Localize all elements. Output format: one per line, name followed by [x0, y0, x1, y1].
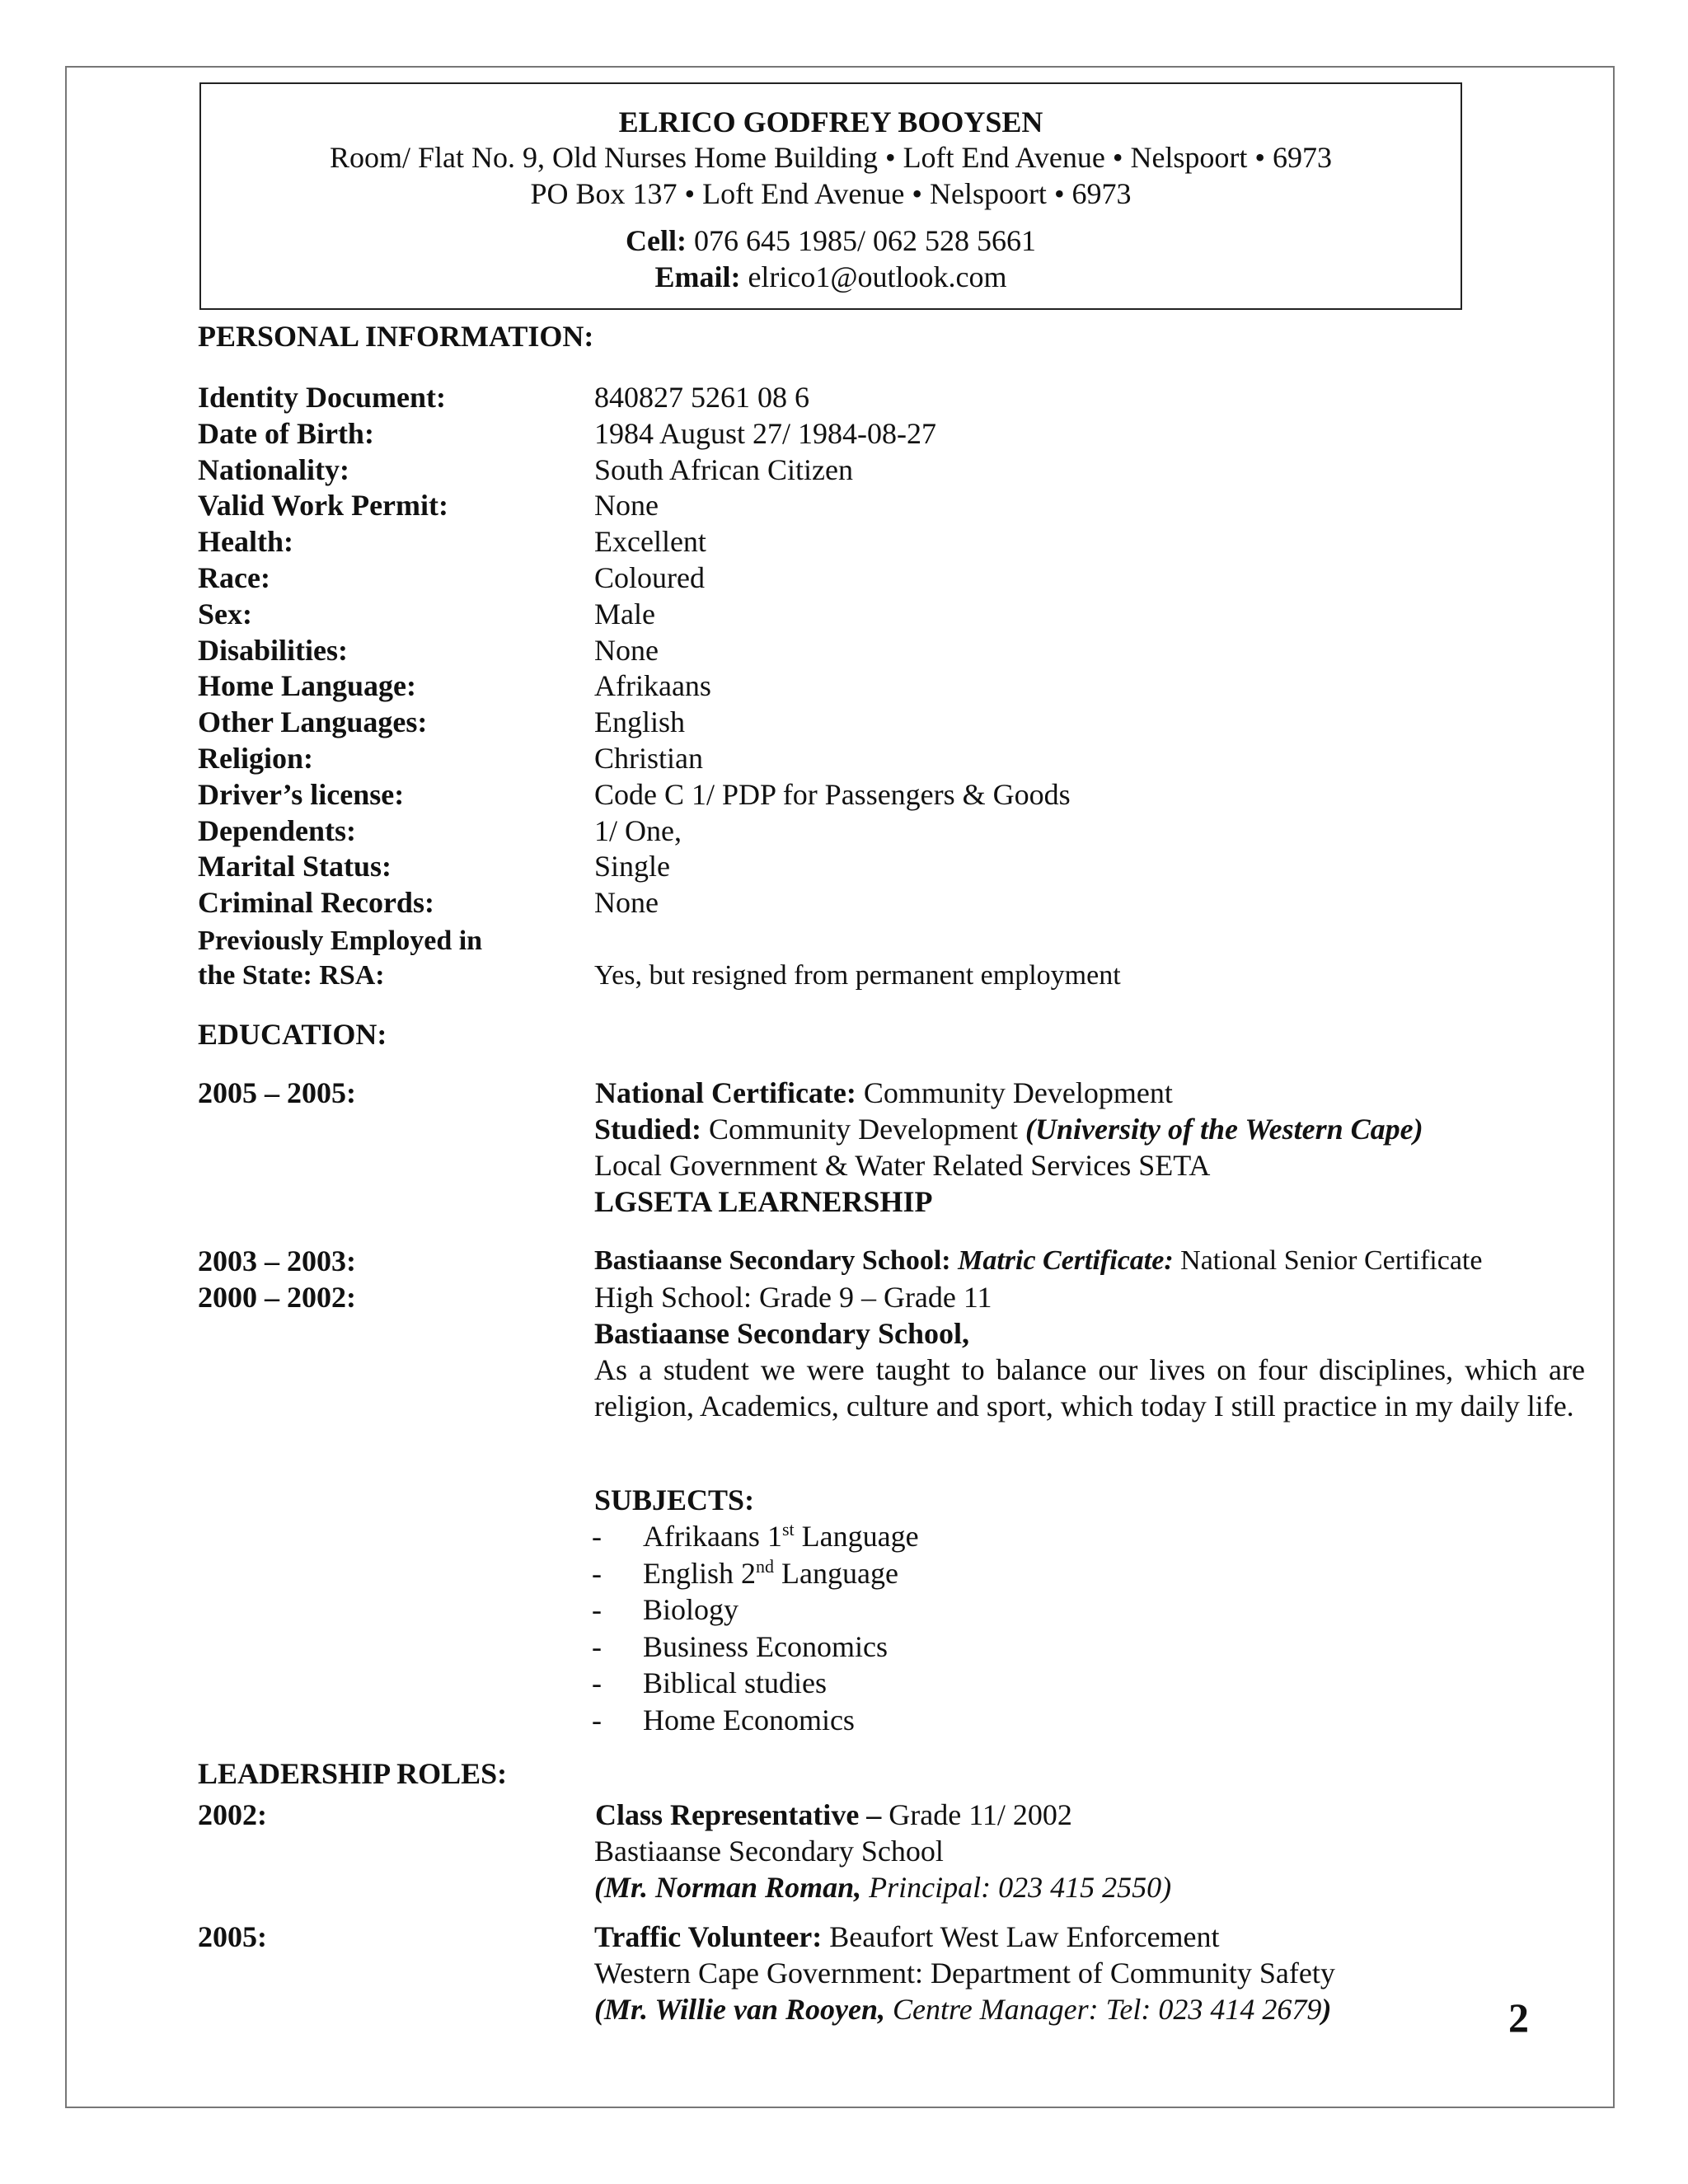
- cell-label: Cell:: [626, 224, 687, 257]
- personal-field-label: Valid Work Permit:: [198, 489, 448, 522]
- personal-field-label: Identity Document:: [198, 381, 446, 414]
- school-description-paragraph: As a student we were taught to balance our lives on four disciplines, which are religion, Academics, culture and sport, which today I still practice in my daily life.: [594, 1353, 1585, 1422]
- university-name: (University of the Western Cape): [1025, 1113, 1423, 1146]
- subject-item: [643, 1702, 855, 1738]
- national-certificate-line: [595, 1075, 1173, 1111]
- personal-field-label: Driver’s license:: [198, 778, 405, 811]
- personal-field-value: Christian: [594, 742, 703, 775]
- email-label: Email:: [654, 260, 741, 293]
- matric-line: [594, 1243, 1482, 1279]
- address-line-2: PO Box 137 • Loft End Avenue • Nelspoort • 6973: [530, 177, 1132, 210]
- personal-field-label: Home Language:: [198, 669, 416, 702]
- subject-name-suffix: Language: [774, 1557, 898, 1590]
- high-school-grades-line: High School: Grade 9 – Grade 11: [594, 1281, 992, 1314]
- subject-bullet: -: [592, 1520, 602, 1553]
- personal-field-label: Dependents:: [198, 814, 357, 847]
- reference-name: (Mr. Norman Roman,: [594, 1871, 862, 1904]
- subject-item: [643, 1518, 919, 1554]
- class-rep-reference: [594, 1869, 1171, 1905]
- personal-field-value: 840827 5261 08 6: [594, 381, 809, 414]
- traffic-volunteer-value: Beaufort West Law Enforcement: [822, 1920, 1220, 1953]
- personal-field-value: Afrikaans: [594, 669, 711, 702]
- personal-field-value: Excellent: [594, 525, 706, 558]
- traffic-volunteer-line: [594, 1919, 1220, 1955]
- subject-name: Biology: [643, 1593, 739, 1626]
- personal-field-label: Religion:: [198, 742, 313, 775]
- address-line-1: Room/ Flat No. 9, Old Nurses Home Building • Loft End Avenue • Nelspoort • 6973: [329, 141, 1333, 174]
- personal-field-value: Male: [594, 598, 655, 630]
- email-line: [201, 259, 1461, 295]
- class-rep-label: Class Representative –: [595, 1798, 882, 1831]
- class-rep-school: Bastiaanse Secondary School: [594, 1835, 944, 1868]
- subject-ordinal-suffix: nd: [756, 1556, 775, 1577]
- personal-field-value: 1984 August 27/ 1984-08-27: [594, 417, 937, 450]
- contact-header-box: [199, 82, 1462, 310]
- subject-name: English 2: [643, 1557, 757, 1590]
- subject-bullet: -: [592, 1666, 602, 1699]
- seta-line: Local Government & Water Related Services SETA: [594, 1149, 1211, 1182]
- reference-close-paren: ): [1321, 1993, 1332, 2026]
- education-year-2005: 2005 – 2005:: [198, 1076, 356, 1109]
- previously-employed-value: Yes, but resigned from permanent employment: [594, 960, 1121, 991]
- personal-field-label: Other Languages:: [198, 705, 428, 738]
- subject-bullet: -: [592, 1557, 602, 1590]
- reference-contact: Principal: 023 415 2550): [861, 1871, 1172, 1904]
- personal-field-value: South African Citizen: [594, 453, 853, 486]
- personal-field-value: 1/ One,: [594, 814, 682, 847]
- traffic-volunteer-reference: [594, 1991, 1331, 2027]
- subject-bullet: -: [592, 1704, 602, 1736]
- personal-field-label: Sex:: [198, 598, 252, 630]
- personal-field-label: Date of Birth:: [198, 417, 374, 450]
- previously-employed-label-2: the State: RSA:: [198, 960, 385, 991]
- subjects-heading: SUBJECTS:: [594, 1483, 755, 1516]
- page-number: 2: [1508, 1994, 1529, 2041]
- school-label: Bastiaanse Secondary School:: [594, 1245, 959, 1276]
- subject-item: [643, 1665, 827, 1701]
- subject-bullet: -: [592, 1630, 602, 1663]
- matric-value: National Senior Certificate: [1173, 1245, 1483, 1276]
- subject-item: [643, 1591, 738, 1628]
- national-certificate-value: Community Development: [856, 1076, 1173, 1109]
- traffic-volunteer-label: Traffic Volunteer:: [594, 1920, 823, 1953]
- subject-name: Afrikaans 1: [643, 1520, 782, 1553]
- personal-field-label: Marital Status:: [198, 850, 392, 883]
- personal-field-value: Coloured: [594, 561, 705, 594]
- subject-name: Business Economics: [643, 1630, 888, 1663]
- personal-field-label: Disabilities:: [198, 634, 349, 667]
- class-rep-value: Grade 11/ 2002: [881, 1798, 1072, 1831]
- subject-ordinal-suffix: st: [781, 1519, 795, 1540]
- traffic-volunteer-department: Western Cape Government: Department of Community Safety: [594, 1957, 1335, 1990]
- applicant-name: ELRICO GODFREY BOOYSEN: [618, 105, 1043, 138]
- school-name-line: Bastiaanse Secondary School,: [594, 1317, 970, 1350]
- subject-name-suffix: Language: [794, 1520, 919, 1553]
- personal-field-label: Criminal Records:: [198, 886, 434, 919]
- cell-line: [201, 223, 1461, 259]
- subject-item: [643, 1629, 888, 1665]
- learnership-line: LGSETA LEARNERSHIP: [594, 1185, 933, 1218]
- national-certificate-label: National Certificate:: [595, 1076, 856, 1109]
- subject-name: Biblical studies: [643, 1666, 827, 1699]
- education-year-2000: 2000 – 2002:: [198, 1281, 356, 1314]
- personal-field-label: Health:: [198, 525, 293, 558]
- leadership-year-2002: 2002:: [198, 1798, 267, 1831]
- leadership-year-2005: 2005:: [198, 1920, 267, 1953]
- personal-field-label: Nationality:: [198, 453, 349, 486]
- cell-value: 076 645 1985/ 062 528 5661: [686, 224, 1036, 257]
- personal-field-value: None: [594, 489, 659, 522]
- personal-field-label: Race:: [198, 561, 270, 594]
- education-heading: EDUCATION:: [198, 1018, 387, 1051]
- reference-name: (Mr. Willie van Rooyen,: [594, 1993, 886, 2026]
- education-year-2003: 2003 – 2003:: [198, 1244, 356, 1277]
- personal-field-value: None: [594, 886, 659, 919]
- personal-field-value: Single: [594, 850, 671, 883]
- personal-field-value: Code C 1/ PDP for Passengers & Goods: [594, 778, 1071, 811]
- personal-field-value: English: [594, 705, 686, 738]
- email-value: elrico1@outlook.com: [740, 260, 1007, 293]
- subject-bullet: -: [592, 1593, 602, 1626]
- personal-info-heading: PERSONAL INFORMATION:: [198, 320, 594, 353]
- previously-employed-label-1: Previously Employed in: [198, 926, 483, 956]
- subject-item: [643, 1555, 898, 1591]
- subject-name: Home Economics: [643, 1704, 855, 1736]
- matric-label: Matric Certificate:: [958, 1245, 1174, 1276]
- studied-label: Studied:: [594, 1113, 702, 1146]
- leadership-heading: LEADERSHIP ROLES:: [198, 1757, 508, 1790]
- studied-line: [594, 1111, 1423, 1147]
- class-rep-line: [595, 1797, 1072, 1833]
- studied-value: Community Development: [701, 1113, 1026, 1146]
- reference-contact: Centre Manager: Tel: 023 414 2679: [885, 1993, 1322, 2026]
- personal-field-value: None: [594, 634, 659, 667]
